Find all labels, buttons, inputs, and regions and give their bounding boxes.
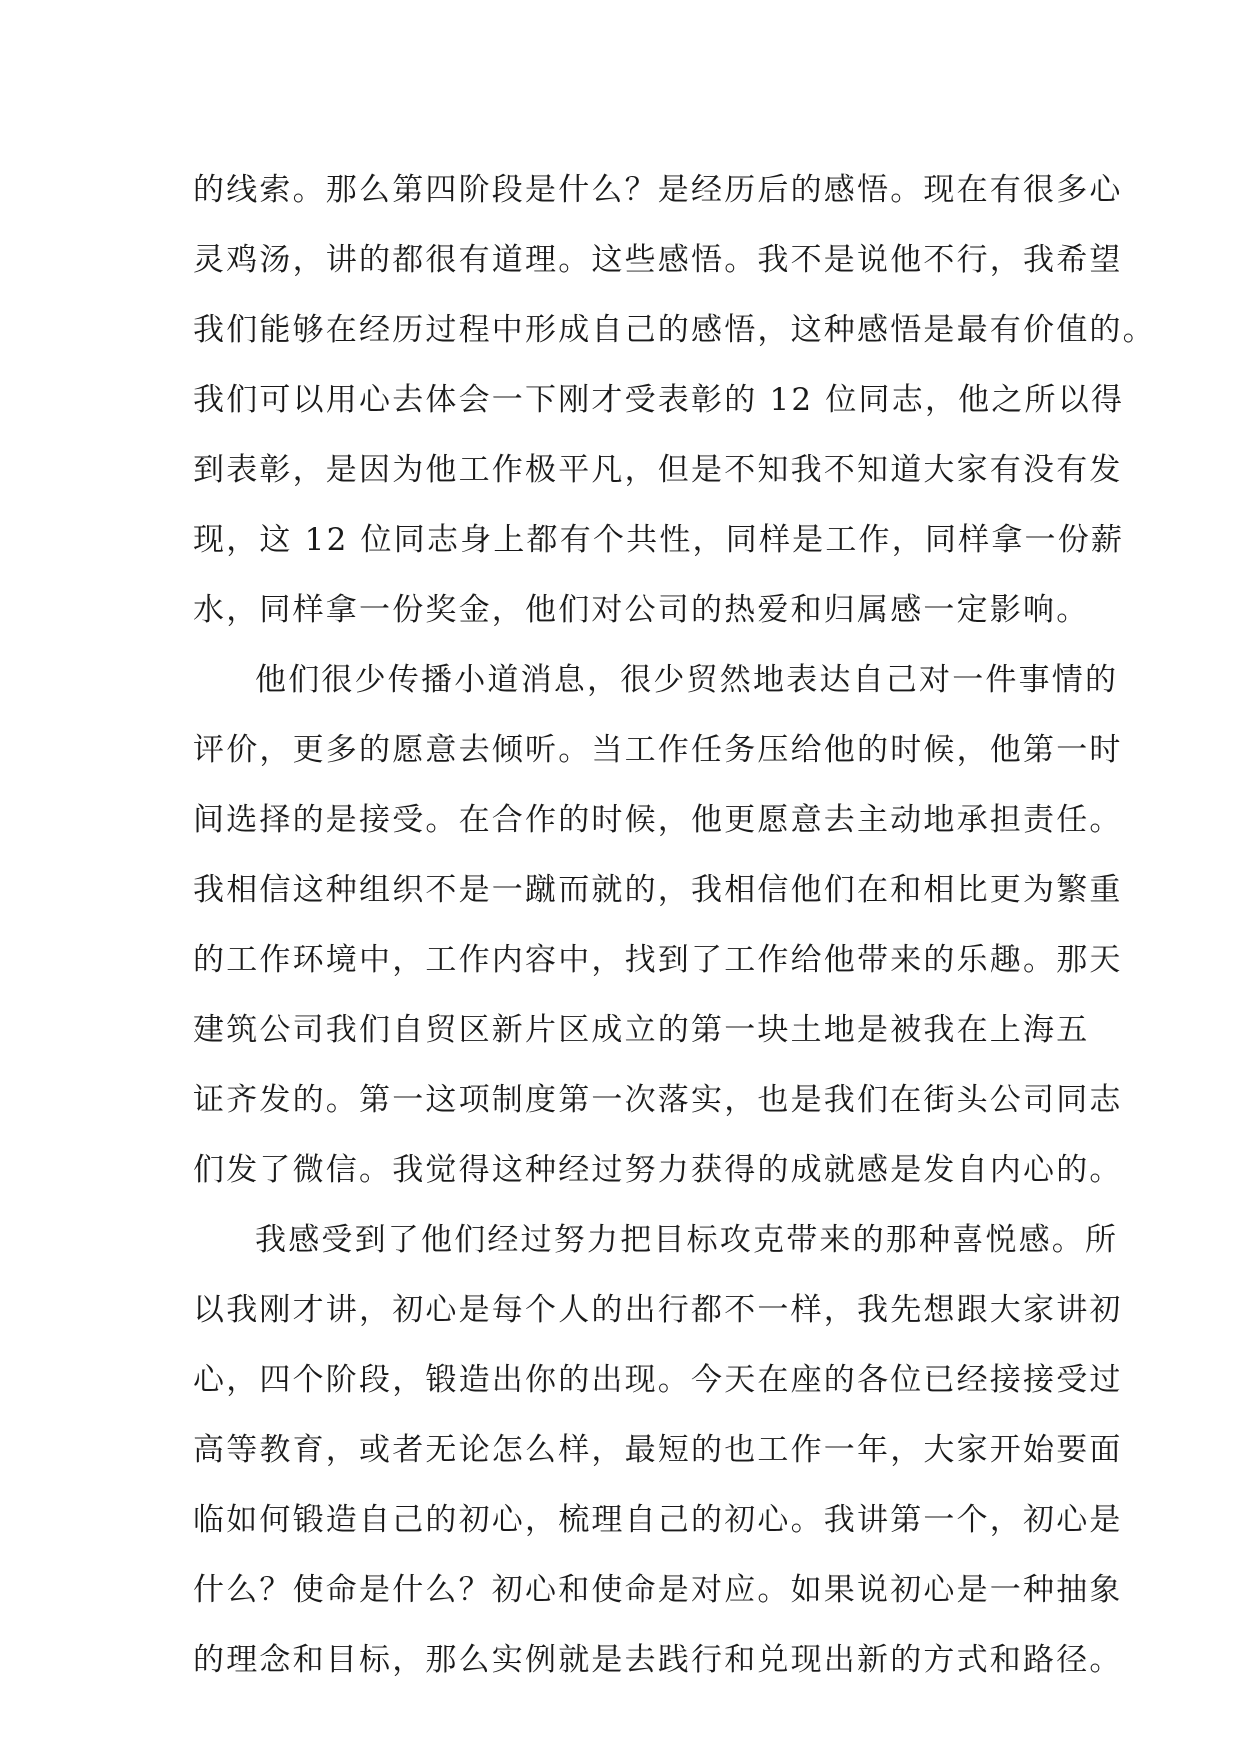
text-line: 的理念和目标，那么实例就是去践行和兑现出新的方式和路径。 [193,1642,1123,1678]
text-line: 临如何锻造自己的初心，梳理自己的初心。我讲第一个，初心是 [193,1502,1123,1538]
text-line: 评价，更多的愿意去倾听。当工作任务压给他的时候，他第一时 [193,732,1123,768]
text-line: 的工作环境中，工作内容中，找到了工作给他带来的乐趣。那天 [193,942,1123,978]
text-line: 以我刚才讲，初心是每个人的出行都不一样，我先想跟大家讲初 [193,1292,1123,1328]
text-line: 高等教育，或者无论怎么样，最短的也工作一年，大家开始要面 [193,1432,1123,1468]
text-line: 我们能够在经历过程中形成自己的感悟，这种感悟是最有价值的。 [193,312,1156,348]
text-line: 水，同样拿一份奖金，他们对公司的热爱和归属感一定影响。 [193,592,1090,628]
paragraph-first-line: 我感受到了他们经过努力把目标攻克带来的那种喜悦感。所 [255,1222,1119,1258]
text-line: 我们可以用心去体会一下刚才受表彰的 12 位同志，他之所以得 [193,382,1125,418]
text-line: 的线索。那么第四阶段是什么？是经历后的感悟。现在有很多心 [193,172,1123,208]
text-line: 灵鸡汤，讲的都很有道理。这些感悟。我不是说他不行，我希望 [193,242,1123,278]
text-line: 现，这 12 位同志身上都有个共性，同样是工作，同样拿一份薪 [193,522,1125,558]
text-line: 间选择的是接受。在合作的时候，他更愿意去主动地承担责任。 [193,802,1123,838]
text-line: 证齐发的。第一这项制度第一次落实，也是我们在街头公司同志 [193,1082,1123,1118]
text-line: 们发了微信。我觉得这种经过努力获得的成就感是发自内心的。 [193,1152,1123,1188]
text-line: 到表彰，是因为他工作极平凡，但是不知我不知道大家有没有发 [193,452,1123,488]
paragraph-first-line: 他们很少传播小道消息，很少贸然地表达自己对一件事情的 [255,662,1119,698]
text-line: 心，四个阶段，锻造出你的出现。今天在座的各位已经接接受过 [193,1362,1123,1398]
text-line: 什么？使命是什么？初心和使命是对应。如果说初心是一种抽象 [193,1572,1123,1608]
text-line: 我相信这种组织不是一蹴而就的，我相信他们在和相比更为繁重 [193,872,1123,908]
text-line: 建筑公司我们自贸区新片区成立的第一块土地是被我在上海五 [193,1012,1090,1048]
body-text [193,155,1156,1695]
